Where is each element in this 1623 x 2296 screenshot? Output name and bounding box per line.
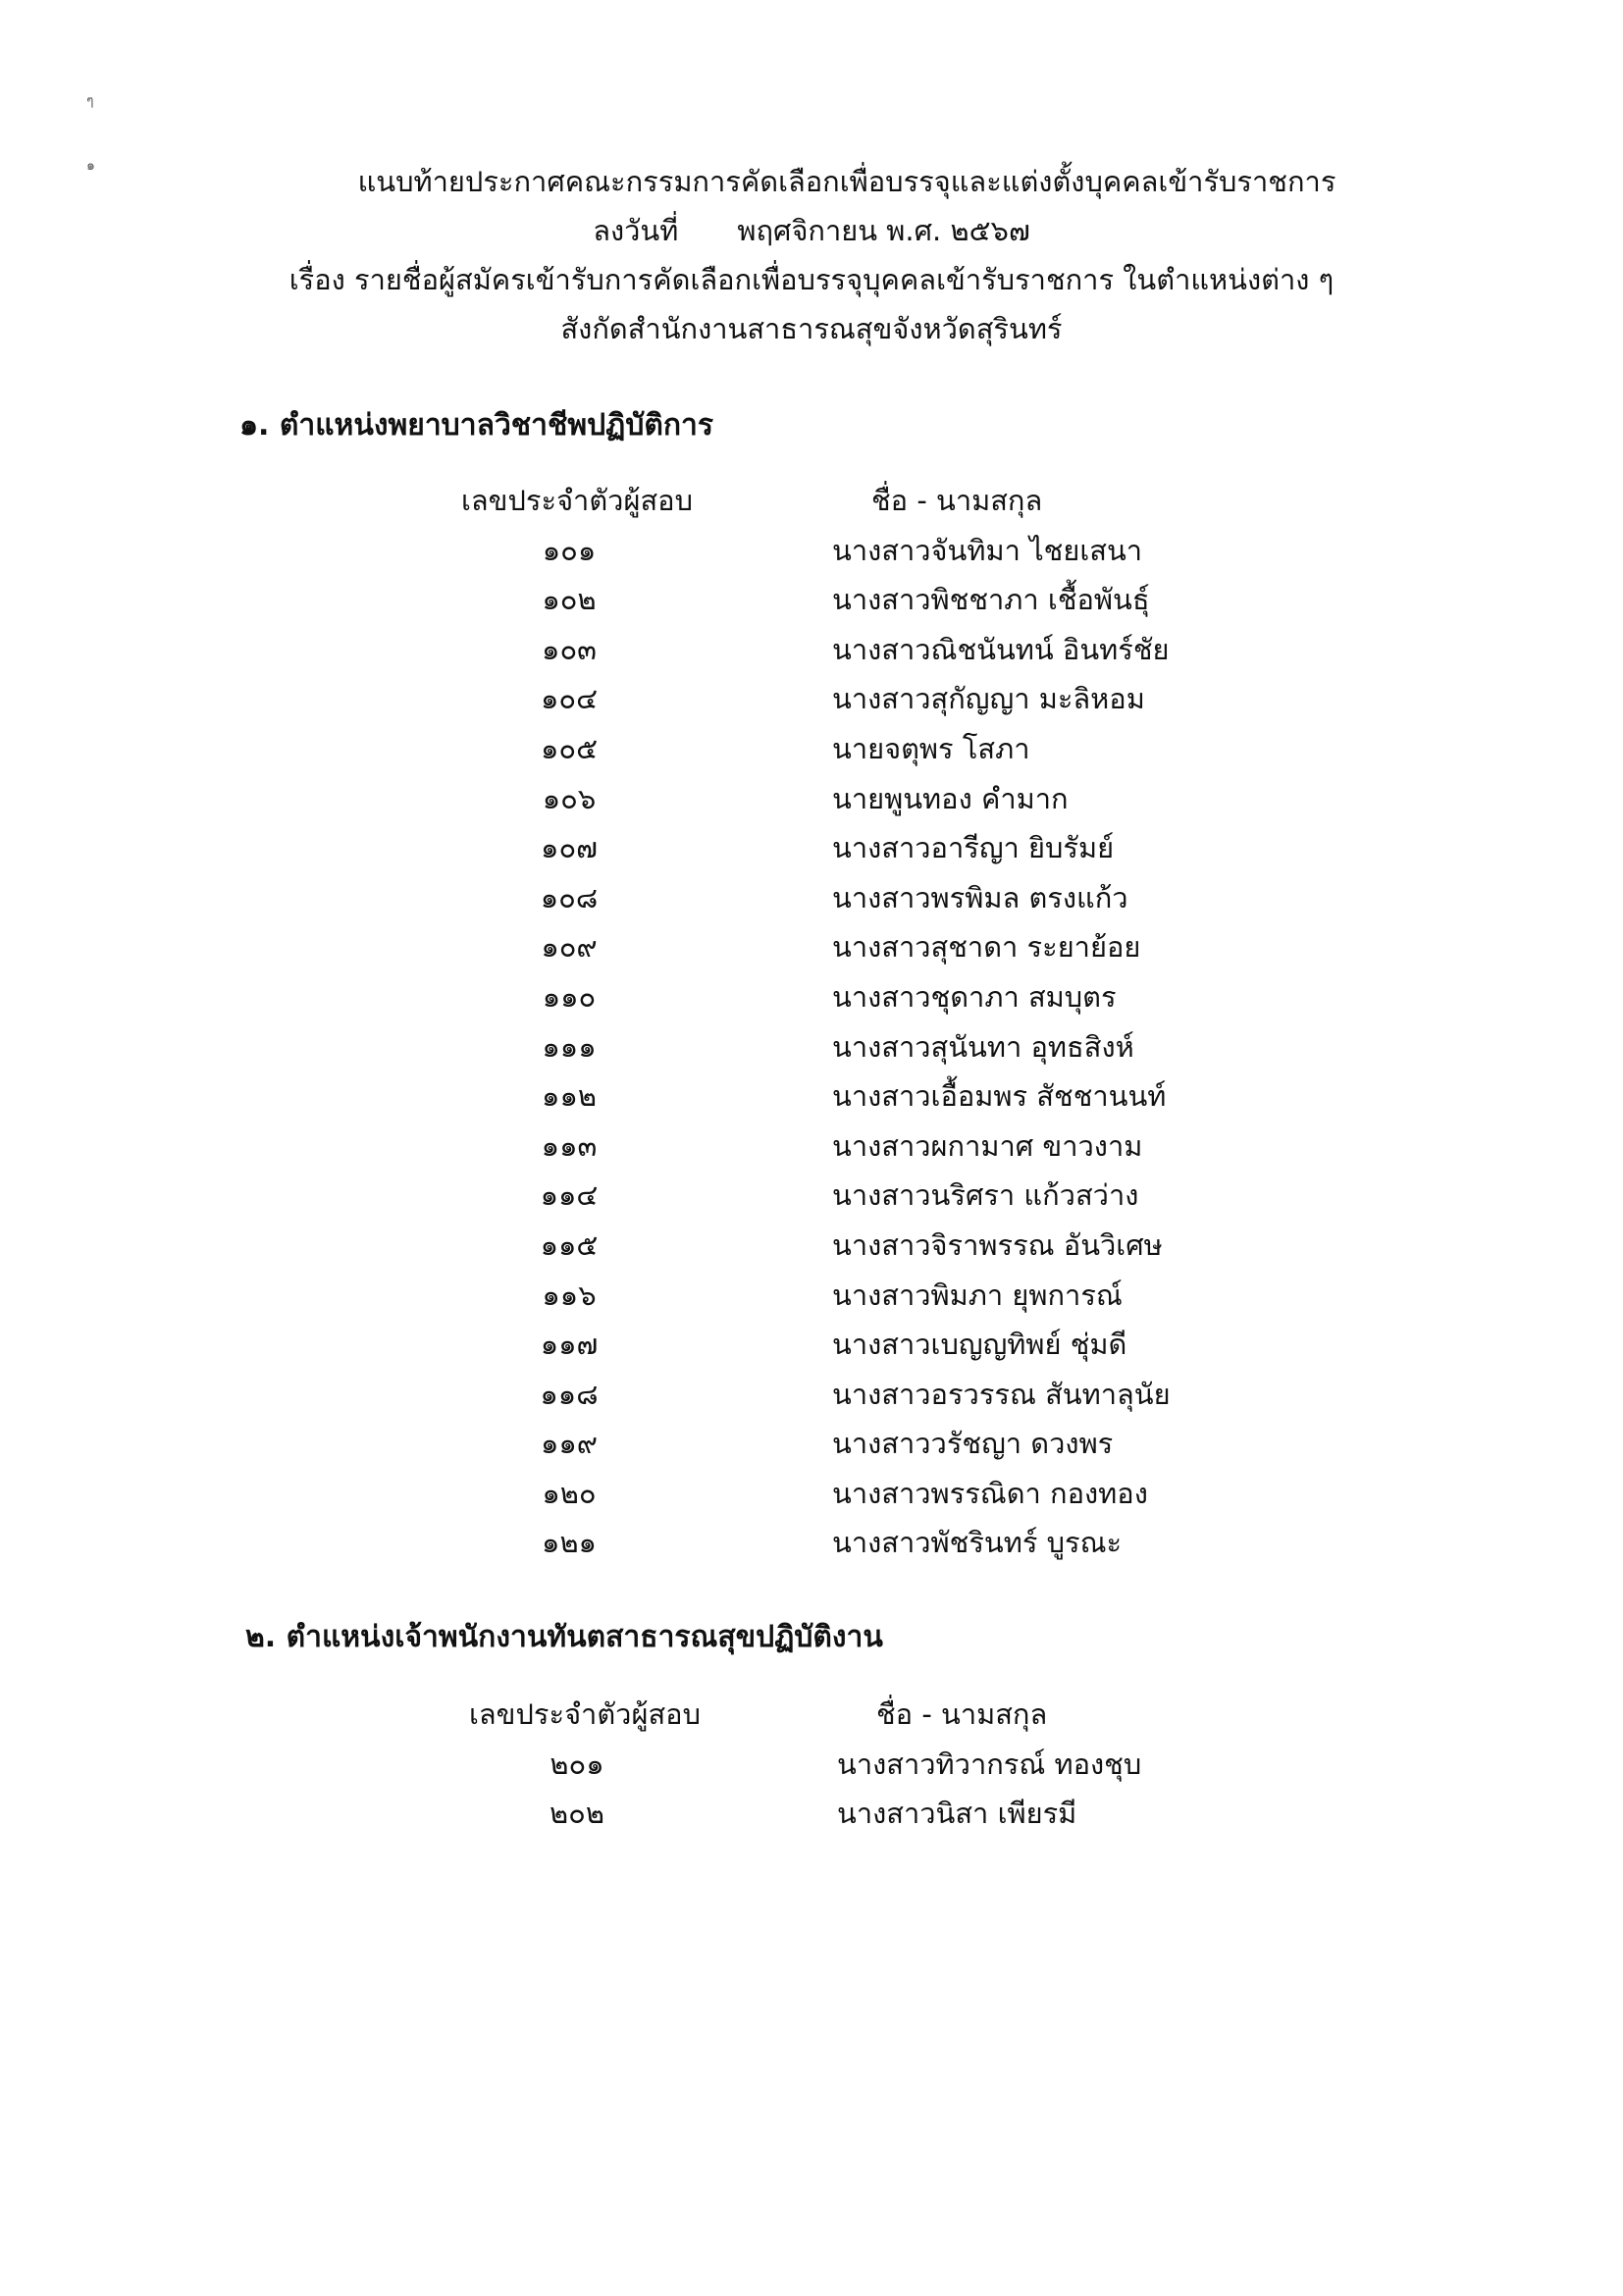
candidate-id: ๑๑๒ [542,1079,597,1114]
candidate-id: ๑๐๑ [542,533,597,567]
candidate-name: นางสาวพรพิมล ตรงแก้ว [832,880,1128,914]
list-item [0,1469,1623,1519]
stray-mark: ๆ [86,93,94,109]
list-item [0,1320,1623,1370]
candidate-id: ๑๒๐ [542,1476,597,1510]
list-item [0,724,1623,774]
candidate-name: นางสาวอารีญา ยิบรัมย์ [832,831,1115,865]
candidate-name: นางสาวสุกัญญา มะลิหอม [832,682,1145,716]
list-item [0,1071,1623,1122]
header-line-3: เรื่อง รายชื่อผู้สมัครเข้ารับการคัดเลือกเพื่อบรรจุบุคคลเข้ารับราชการ ในตำแหน่งต่าง ๆ [288,263,1335,296]
list-item [0,1271,1623,1321]
candidate-name: นางสาวพิชชาภา เชื้อพันธุ์ [832,583,1150,617]
list-item [0,575,1623,625]
candidate-name: นางสาวชุดาภา สมบุตร [832,979,1117,1014]
candidate-name: นางสาวณิชนันทน์ อินทร์ชัย [832,632,1170,666]
list-item [0,873,1623,923]
header-line-2 [0,206,1623,255]
candidate-name: นางสาวพิมภา ยุพการณ์ [832,1278,1123,1312]
document-header [0,157,1623,353]
list-item [0,972,1623,1022]
candidate-id: ๑๑๔ [540,1178,599,1213]
candidate-list-nurse [0,476,1623,1568]
candidate-name: นางสาวสุนันทา อุทธสิงห์ [832,1029,1134,1064]
list-item [0,674,1623,724]
candidate-name: นางสาวอรวรรณ สันทาลุนัย [832,1377,1171,1411]
date-value: พฤศจิกายน พ.ศ. ๒๕๖๗ [737,214,1030,247]
list-item [0,1518,1623,1568]
candidate-name: นางสาวทิวากรณ์ ทองชุบ [837,1747,1142,1781]
list-item [0,1171,1623,1221]
list-item [0,922,1623,972]
header-line-1: แนบท้ายประกาศคณะกรรมการคัดเลือกเพื่อบรรจุและแต่งตั้งบุคคลเข้ารับราชการ [357,165,1336,198]
candidate-id: ๑๒๑ [542,1526,597,1560]
list-item [0,1419,1623,1469]
candidate-id: ๑๑๘ [540,1377,599,1411]
candidate-name: นางสาวสุชาดา ระยาย้อย [832,930,1141,965]
candidate-name: นางสาวเอื้อมพร สัชชานนท์ [832,1079,1167,1114]
candidate-name: นางสาวจิราพรรณ อันวิเศษ [832,1227,1163,1262]
list-item [0,1221,1623,1271]
section-title-nurse: ๑. ตำแหน่งพยาบาลวิชาชีพปฏิบัติการ [239,408,713,443]
candidate-id: ๑๐๔ [540,682,599,716]
candidate-id: ๑๐๖ [542,781,597,815]
list-item [0,774,1623,824]
candidate-name: นายพูนทอง คำมาก [832,781,1069,815]
candidate-id: ๒๐๑ [550,1747,604,1781]
candidate-id: ๑๐๒ [542,583,597,617]
candidate-id: ๑๑๐ [542,979,597,1014]
candidate-id: ๑๐๕ [540,731,599,765]
candidate-id: ๑๐๓ [542,632,597,666]
candidate-id: ๑๑๙ [540,1427,599,1461]
candidate-id: ๑๑๑ [542,1029,597,1064]
section-title-dental: ๒. ตำแหน่งเจ้าพนักงานทันตสาธารณสุขปฏิบัติงาน [245,1620,883,1654]
list-item [0,625,1623,675]
list-item [0,1789,1623,1839]
column-header-id: เลขประจำตัวผู้สอบ [461,484,693,517]
candidate-name: นางสาวเบญญทิพย์ ชุ่มดี [832,1328,1127,1362]
candidate-name: นางสาวนิสา เพียรมี [837,1797,1077,1831]
column-header-name: ชื่อ - นามสกุล [876,1697,1048,1731]
candidate-id: ๑๐๘ [540,880,599,914]
candidate-name: นายจตุพร โสภา [832,731,1030,765]
candidate-name: นางสาววรัชญา ดวงพร [832,1427,1114,1461]
header-line-4: สังกัดสำนักงานสาธารณสุขจังหวัดสุรินทร์ [560,312,1063,345]
stray-mark: ๑ [86,158,95,174]
candidate-id: ๒๐๒ [550,1797,604,1831]
list-item [0,1370,1623,1420]
date-prefix: ลงวันที่ [593,214,679,247]
list-item [0,1122,1623,1172]
list-item [0,823,1623,873]
candidate-id: ๑๑๓ [541,1128,598,1163]
candidate-id: ๑๐๙ [541,930,598,965]
candidate-list-dental [0,1690,1623,1839]
list-header [0,476,1623,526]
candidate-id: ๑๐๗ [541,831,598,865]
list-item [0,1740,1623,1790]
candidate-name: นางสาวจันทิมา ไชยเสนา [832,533,1143,567]
candidate-name: นางสาวพัชรินทร์ บูรณะ [832,1526,1123,1560]
list-item [0,526,1623,576]
list-header [0,1690,1623,1740]
column-header-name: ชื่อ - นามสกุล [871,484,1043,517]
candidate-name: นางสาวผกามาศ ขาวงาม [832,1128,1143,1163]
candidate-id: ๑๑๕ [540,1227,599,1262]
column-header-id: เลขประจำตัวผู้สอบ [469,1697,701,1731]
candidate-name: นางสาวพรรณิดา กองทอง [832,1476,1148,1510]
list-item [0,1022,1623,1072]
candidate-name: นางสาวนริศรา แก้วสว่าง [832,1178,1139,1213]
candidate-id: ๑๑๖ [542,1278,597,1312]
candidate-id: ๑๑๗ [540,1328,599,1362]
